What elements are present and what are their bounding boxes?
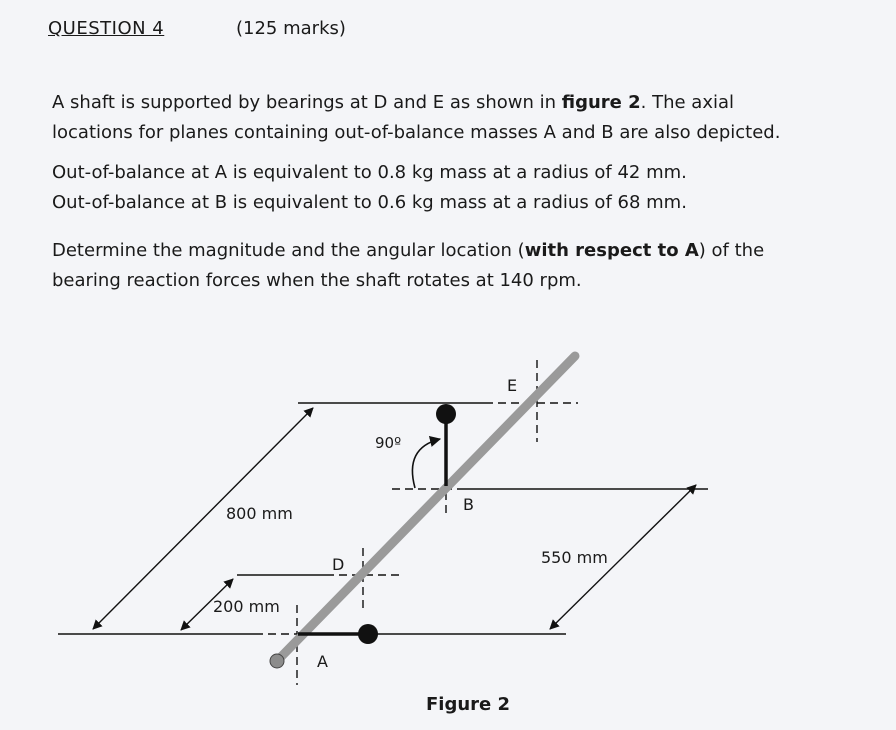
angle-arc — [412, 439, 440, 488]
label-200mm: 200 mm — [213, 597, 280, 616]
label-angle: 90º — [375, 434, 402, 452]
figure-caption: Figure 2 — [426, 694, 511, 715]
shaft — [277, 356, 575, 661]
p1-line1-c: . The axial — [640, 92, 735, 113]
question-marks: (125 marks) — [236, 18, 346, 39]
label-a: A — [317, 652, 328, 671]
p3-line2: bearing reaction forces when the shaft rotates at 140 rpm. — [52, 270, 582, 291]
p3-line1-a: Determine the magnitude and the angular location ( — [52, 240, 525, 261]
p3-line1-c: ) of the — [698, 240, 765, 261]
label-800mm: 800 mm — [226, 504, 293, 523]
label-b: B — [463, 495, 474, 514]
question-title: QUESTION 4 — [48, 18, 165, 39]
p2-line1: Out-of-balance at A is equivalent to 0.8 kg mass at a radius of 42 mm. — [52, 162, 687, 183]
p1-line2: locations for planes containing out-of-balance masses A and B are also depicted. — [52, 122, 781, 143]
p3-emphasis: with respect to A — [524, 240, 699, 261]
p1-line1-a: A shaft is supported by bearings at D and E as shown in — [52, 92, 562, 113]
label-d: D — [332, 555, 345, 574]
shaft-end — [270, 654, 284, 668]
p1-figure-ref: figure 2 — [561, 92, 641, 113]
label-e: E — [507, 376, 518, 395]
mass-b — [436, 404, 456, 424]
mass-a — [358, 624, 378, 644]
p2-line2: Out-of-balance at B is equivalent to 0.6 kg mass at a radius of 68 mm. — [52, 192, 687, 213]
label-550mm: 550 mm — [541, 548, 608, 567]
